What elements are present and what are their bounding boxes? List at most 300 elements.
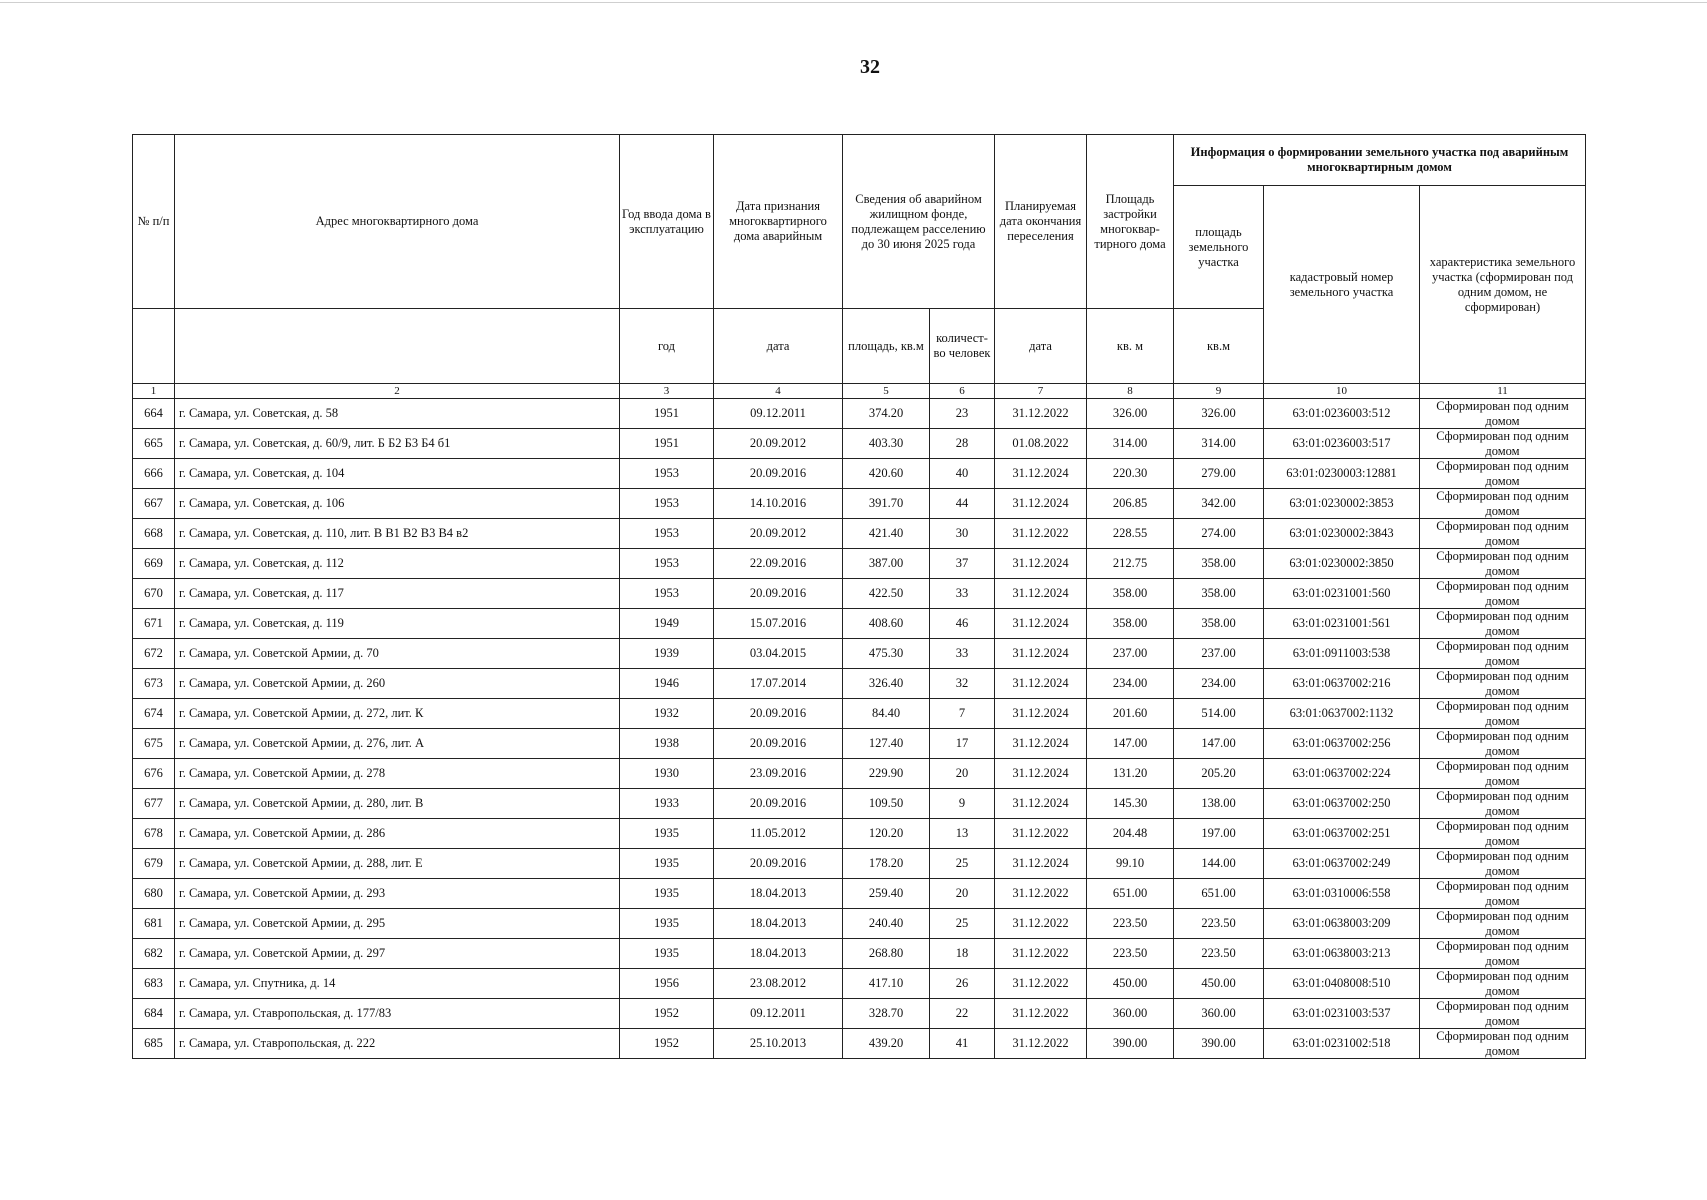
cadastral-number-cell: 63:01:0230002:3843 [1264, 519, 1420, 549]
row-number: 664 [133, 399, 175, 429]
address-cell: г. Самара, ул. Советской Армии, д. 295 [175, 909, 620, 939]
row-number: 681 [133, 909, 175, 939]
cadastral-number-cell: 63:01:0637002:1132 [1264, 699, 1420, 729]
planned-date-cell: 31.12.2024 [995, 639, 1087, 669]
land-status-cell [1420, 429, 1586, 459]
land-area-cell: 205.20 [1174, 759, 1264, 789]
people-cell: 22 [930, 999, 995, 1029]
people-cell: 17 [930, 729, 995, 759]
header-num-empty [133, 309, 175, 384]
cadastral-number-cell: 63:01:0637002:256 [1264, 729, 1420, 759]
land-status-cell [1420, 609, 1586, 639]
column-number: 1 [133, 384, 175, 399]
recognition-date-cell: 14.10.2016 [714, 489, 843, 519]
building-area-cell: 358.00 [1087, 609, 1174, 639]
cadastral-number-cell: 63:01:0231002:518 [1264, 1029, 1420, 1059]
building-area-cell: 450.00 [1087, 969, 1174, 999]
recognition-date-cell: 20.09.2012 [714, 429, 843, 459]
recognition-date-cell: 18.04.2013 [714, 879, 843, 909]
address-cell: г. Самара, ул. Советской Армии, д. 286 [175, 819, 620, 849]
header-address: Адрес многоквартирного дома [175, 135, 620, 309]
land-status-cell [1420, 939, 1586, 969]
planned-date-cell: 31.12.2022 [995, 819, 1087, 849]
land-status-cell [1420, 639, 1586, 669]
row-number: 669 [133, 549, 175, 579]
building-area-cell: 234.00 [1087, 669, 1174, 699]
land-area-cell: 197.00 [1174, 819, 1264, 849]
column-number: 8 [1087, 384, 1174, 399]
building-area-cell: 223.50 [1087, 939, 1174, 969]
people-cell: 37 [930, 549, 995, 579]
land-area-cell: 514.00 [1174, 699, 1264, 729]
year-cell: 1935 [620, 909, 714, 939]
area-cell: 387.00 [843, 549, 930, 579]
table-row [133, 969, 1586, 999]
area-cell: 420.60 [843, 459, 930, 489]
planned-date-cell: 31.12.2024 [995, 609, 1087, 639]
land-status-text: Сформирован под одним домом [1436, 459, 1569, 488]
building-area-cell: 147.00 [1087, 729, 1174, 759]
year-cell: 1956 [620, 969, 714, 999]
table-row [133, 759, 1586, 789]
year-cell: 1952 [620, 1029, 714, 1059]
address-cell: г. Самара, ул. Советская, д. 119 [175, 609, 620, 639]
planned-date-cell: 31.12.2024 [995, 729, 1087, 759]
header-land-status: характеристика земельного участка (сформирован под одним домом, не сформирован) [1420, 186, 1586, 384]
land-status-cell [1420, 549, 1586, 579]
area-cell: 120.20 [843, 819, 930, 849]
recognition-date-cell: 17.07.2014 [714, 669, 843, 699]
header-address-empty [175, 309, 620, 384]
table-row [133, 519, 1586, 549]
table-row [133, 879, 1586, 909]
land-status-text: Сформирован под одним домом [1436, 999, 1569, 1028]
land-status-text: Сформирован под одним домом [1436, 669, 1569, 698]
planned-date-cell: 31.12.2024 [995, 699, 1087, 729]
recognition-date-cell: 03.04.2015 [714, 639, 843, 669]
cadastral-number-cell: 63:01:0230002:3850 [1264, 549, 1420, 579]
area-cell: 422.50 [843, 579, 930, 609]
header-unit-people: количест-во человек [930, 309, 995, 384]
year-cell: 1953 [620, 549, 714, 579]
people-cell: 25 [930, 909, 995, 939]
year-cell: 1951 [620, 399, 714, 429]
table-row [133, 669, 1586, 699]
header-recognition-date: Дата признания многоквартирного дома аварийным [714, 135, 843, 309]
cadastral-number-cell: 63:01:0637002:249 [1264, 849, 1420, 879]
land-status-cell [1420, 579, 1586, 609]
people-cell: 25 [930, 849, 995, 879]
header-year-built: Год ввода дома в эксплуатацию [620, 135, 714, 309]
cadastral-number-cell: 63:01:0230002:3853 [1264, 489, 1420, 519]
row-number: 678 [133, 819, 175, 849]
year-cell: 1952 [620, 999, 714, 1029]
column-number: 2 [175, 384, 620, 399]
table-row [133, 609, 1586, 639]
land-status-cell [1420, 909, 1586, 939]
building-area-cell: 131.20 [1087, 759, 1174, 789]
people-cell: 18 [930, 939, 995, 969]
year-cell: 1953 [620, 579, 714, 609]
area-cell: 408.60 [843, 609, 930, 639]
address-cell: г. Самара, ул. Советская, д. 106 [175, 489, 620, 519]
land-area-cell: 279.00 [1174, 459, 1264, 489]
row-number: 671 [133, 609, 175, 639]
planned-date-cell: 31.12.2024 [995, 849, 1087, 879]
land-status-cell [1420, 519, 1586, 549]
row-number: 679 [133, 849, 175, 879]
cadastral-number-cell: 63:01:0310006:558 [1264, 879, 1420, 909]
planned-date-cell: 31.12.2022 [995, 969, 1087, 999]
header-land-group: Информация о формировании земельного участка под аварийным многоквартирным домом [1174, 135, 1586, 186]
land-status-cell [1420, 399, 1586, 429]
address-cell: г. Самара, ул. Советской Армии, д. 280, лит. В [175, 789, 620, 819]
address-cell: г. Самара, ул. Советская, д. 60/9, лит. Б Б2 Б3 Б4 б1 [175, 429, 620, 459]
address-cell: г. Самара, ул. Советская, д. 117 [175, 579, 620, 609]
row-number: 684 [133, 999, 175, 1029]
people-cell: 33 [930, 579, 995, 609]
land-area-cell: 138.00 [1174, 789, 1264, 819]
address-cell: г. Самара, ул. Советской Армии, д. 272, лит. К [175, 699, 620, 729]
column-number: 6 [930, 384, 995, 399]
emergency-housing-table [132, 134, 1586, 1059]
address-cell: г. Самара, ул. Советской Армии, д. 70 [175, 639, 620, 669]
recognition-date-cell: 20.09.2016 [714, 459, 843, 489]
people-cell: 30 [930, 519, 995, 549]
land-status-text: Сформирован под одним домом [1436, 639, 1569, 668]
land-status-cell [1420, 489, 1586, 519]
area-cell: 439.20 [843, 1029, 930, 1059]
table-row [133, 459, 1586, 489]
people-cell: 20 [930, 759, 995, 789]
cadastral-number-cell: 63:01:0408008:510 [1264, 969, 1420, 999]
land-status-text: Сформирован под одним домом [1436, 399, 1569, 428]
table-row [133, 939, 1586, 969]
table-row [133, 1029, 1586, 1059]
column-number: 10 [1264, 384, 1420, 399]
land-status-text: Сформирован под одним домом [1436, 909, 1569, 938]
row-number: 666 [133, 459, 175, 489]
land-status-text: Сформирован под одним домом [1436, 939, 1569, 968]
people-cell: 32 [930, 669, 995, 699]
land-status-cell [1420, 879, 1586, 909]
planned-date-cell: 31.12.2024 [995, 669, 1087, 699]
land-status-text: Сформирован под одним домом [1436, 429, 1569, 458]
land-status-cell [1420, 819, 1586, 849]
address-cell: г. Самара, ул. Советская, д. 112 [175, 549, 620, 579]
planned-date-cell: 31.12.2022 [995, 1029, 1087, 1059]
cadastral-number-cell: 63:01:0231001:561 [1264, 609, 1420, 639]
recognition-date-cell: 20.09.2016 [714, 849, 843, 879]
planned-date-cell: 31.12.2024 [995, 579, 1087, 609]
cadastral-number-cell: 63:01:0230003:12881 [1264, 459, 1420, 489]
year-cell: 1953 [620, 489, 714, 519]
people-cell: 23 [930, 399, 995, 429]
table-body [133, 399, 1586, 1059]
header-unit-sqm: кв. м [1087, 309, 1174, 384]
address-cell: г. Самара, ул. Ставропольская, д. 222 [175, 1029, 620, 1059]
year-cell: 1953 [620, 459, 714, 489]
planned-date-cell: 01.08.2022 [995, 429, 1087, 459]
row-number: 667 [133, 489, 175, 519]
land-area-cell: 326.00 [1174, 399, 1264, 429]
year-cell: 1949 [620, 609, 714, 639]
recognition-date-cell: 09.12.2011 [714, 399, 843, 429]
people-cell: 40 [930, 459, 995, 489]
table-row [133, 489, 1586, 519]
cadastral-number-cell: 63:01:0637002:224 [1264, 759, 1420, 789]
planned-date-cell: 31.12.2024 [995, 549, 1087, 579]
table-row [133, 399, 1586, 429]
people-cell: 20 [930, 879, 995, 909]
header-unit-year: год [620, 309, 714, 384]
land-status-cell [1420, 459, 1586, 489]
building-area-cell: 651.00 [1087, 879, 1174, 909]
row-number: 668 [133, 519, 175, 549]
header-unit-area: площадь, кв.м [843, 309, 930, 384]
area-cell: 229.90 [843, 759, 930, 789]
table-row [133, 549, 1586, 579]
land-status-text: Сформирован под одним домом [1436, 819, 1569, 848]
land-status-cell [1420, 669, 1586, 699]
year-cell: 1930 [620, 759, 714, 789]
planned-date-cell: 31.12.2024 [995, 489, 1087, 519]
planned-date-cell: 31.12.2022 [995, 879, 1087, 909]
header-cadastral: кадастровый номер земельного участка [1264, 186, 1420, 384]
land-status-text: Сформирован под одним домом [1436, 759, 1569, 788]
land-area-cell: 450.00 [1174, 969, 1264, 999]
land-area-cell: 358.00 [1174, 579, 1264, 609]
land-status-text: Сформирован под одним домом [1436, 519, 1569, 548]
header-unit-date: дата [714, 309, 843, 384]
column-number: 7 [995, 384, 1087, 399]
planned-date-cell: 31.12.2024 [995, 789, 1087, 819]
people-cell: 26 [930, 969, 995, 999]
table-row [133, 729, 1586, 759]
header-building-area: Площадь застройки многоквар-тирного дома [1087, 135, 1174, 309]
area-cell: 178.20 [843, 849, 930, 879]
land-status-text: Сформирован под одним домом [1436, 879, 1569, 908]
people-cell: 44 [930, 489, 995, 519]
table-row [133, 429, 1586, 459]
row-number: 685 [133, 1029, 175, 1059]
recognition-date-cell: 20.09.2016 [714, 579, 843, 609]
land-status-text: Сформирован под одним домом [1436, 579, 1569, 608]
land-area-cell: 223.50 [1174, 909, 1264, 939]
cadastral-number-cell: 63:01:0231003:537 [1264, 999, 1420, 1029]
year-cell: 1953 [620, 519, 714, 549]
planned-date-cell: 31.12.2022 [995, 399, 1087, 429]
land-status-text: Сформирован под одним домом [1436, 549, 1569, 578]
area-cell: 421.40 [843, 519, 930, 549]
recognition-date-cell: 20.09.2016 [714, 789, 843, 819]
building-area-cell: 99.10 [1087, 849, 1174, 879]
land-area-cell: 147.00 [1174, 729, 1264, 759]
header-fund-info: Сведения об аварийном жилищном фонде, подлежащем расселению до 30 июня 2025 года [843, 135, 995, 309]
header-planned-date: Планируемая дата окончания переселения [995, 135, 1087, 309]
land-area-cell: 314.00 [1174, 429, 1264, 459]
recognition-date-cell: 20.09.2012 [714, 519, 843, 549]
land-area-cell: 144.00 [1174, 849, 1264, 879]
header-unit-date2: дата [995, 309, 1087, 384]
people-cell: 28 [930, 429, 995, 459]
cadastral-number-cell: 63:01:0637002:251 [1264, 819, 1420, 849]
land-area-cell: 651.00 [1174, 879, 1264, 909]
land-status-text: Сформирован под одним домом [1436, 489, 1569, 518]
header-land-area: площадь земельного участка [1174, 186, 1264, 309]
area-cell: 417.10 [843, 969, 930, 999]
column-number: 9 [1174, 384, 1264, 399]
area-cell: 268.80 [843, 939, 930, 969]
area-cell: 403.30 [843, 429, 930, 459]
planned-date-cell: 31.12.2024 [995, 759, 1087, 789]
recognition-date-cell: 23.09.2016 [714, 759, 843, 789]
planned-date-cell: 31.12.2022 [995, 519, 1087, 549]
land-status-text: Сформирован под одним домом [1436, 729, 1569, 758]
recognition-date-cell: 09.12.2011 [714, 999, 843, 1029]
land-status-text: Сформирован под одним домом [1436, 699, 1569, 728]
recognition-date-cell: 20.09.2016 [714, 729, 843, 759]
building-area-cell: 228.55 [1087, 519, 1174, 549]
column-number: 5 [843, 384, 930, 399]
land-area-cell: 358.00 [1174, 549, 1264, 579]
land-area-cell: 342.00 [1174, 489, 1264, 519]
year-cell: 1935 [620, 819, 714, 849]
area-cell: 328.70 [843, 999, 930, 1029]
recognition-date-cell: 22.09.2016 [714, 549, 843, 579]
address-cell: г. Самара, ул. Советской Армии, д. 293 [175, 879, 620, 909]
table-row [133, 909, 1586, 939]
column-number: 4 [714, 384, 843, 399]
cadastral-number-cell: 63:01:0638003:213 [1264, 939, 1420, 969]
recognition-date-cell: 18.04.2013 [714, 939, 843, 969]
building-area-cell: 390.00 [1087, 1029, 1174, 1059]
land-status-cell [1420, 999, 1586, 1029]
table-row [133, 579, 1586, 609]
building-area-cell: 206.85 [1087, 489, 1174, 519]
table-row [133, 789, 1586, 819]
people-cell: 7 [930, 699, 995, 729]
row-number: 665 [133, 429, 175, 459]
address-cell: г. Самара, ул. Советской Армии, д. 288, лит. Е [175, 849, 620, 879]
cadastral-number-cell: 63:01:0637002:250 [1264, 789, 1420, 819]
people-cell: 41 [930, 1029, 995, 1059]
address-cell: г. Самара, ул. Спутника, д. 14 [175, 969, 620, 999]
recognition-date-cell: 23.08.2012 [714, 969, 843, 999]
year-cell: 1935 [620, 879, 714, 909]
cadastral-number-cell: 63:01:0231001:560 [1264, 579, 1420, 609]
cadastral-number-cell: 63:01:0637002:216 [1264, 669, 1420, 699]
year-cell: 1933 [620, 789, 714, 819]
area-cell: 127.40 [843, 729, 930, 759]
recognition-date-cell: 18.04.2013 [714, 909, 843, 939]
recognition-date-cell: 15.07.2016 [714, 609, 843, 639]
year-cell: 1951 [620, 429, 714, 459]
address-cell: г. Самара, ул. Советской Армии, д. 260 [175, 669, 620, 699]
building-area-cell: 326.00 [1087, 399, 1174, 429]
land-status-cell [1420, 969, 1586, 999]
column-number: 11 [1420, 384, 1586, 399]
address-cell: г. Самара, ул. Советская, д. 104 [175, 459, 620, 489]
building-area-cell: 204.48 [1087, 819, 1174, 849]
building-area-cell: 237.00 [1087, 639, 1174, 669]
area-cell: 259.40 [843, 879, 930, 909]
table-row [133, 849, 1586, 879]
row-number: 670 [133, 579, 175, 609]
column-number-row [133, 384, 1586, 399]
address-cell: г. Самара, ул. Советской Армии, д. 276, лит. А [175, 729, 620, 759]
row-number: 674 [133, 699, 175, 729]
table-row [133, 999, 1586, 1029]
building-area-cell: 201.60 [1087, 699, 1174, 729]
row-number: 677 [133, 789, 175, 819]
row-number: 673 [133, 669, 175, 699]
building-area-cell: 360.00 [1087, 999, 1174, 1029]
page-number: 32 [860, 56, 880, 78]
land-status-text: Сформирован под одним домом [1436, 609, 1569, 638]
header-unit-land-sqm: кв.м [1174, 309, 1264, 384]
row-number: 680 [133, 879, 175, 909]
land-status-cell [1420, 759, 1586, 789]
land-area-cell: 358.00 [1174, 609, 1264, 639]
cadastral-number-cell: 63:01:0638003:209 [1264, 909, 1420, 939]
address-cell: г. Самара, ул. Советская, д. 110, лит. В В1 В2 В3 В4 в2 [175, 519, 620, 549]
land-area-cell: 360.00 [1174, 999, 1264, 1029]
land-status-text: Сформирован под одним домом [1436, 849, 1569, 878]
row-number: 683 [133, 969, 175, 999]
building-area-cell: 314.00 [1087, 429, 1174, 459]
cadastral-number-cell: 63:01:0911003:538 [1264, 639, 1420, 669]
land-status-cell [1420, 729, 1586, 759]
address-cell: г. Самара, ул. Советской Армии, д. 278 [175, 759, 620, 789]
people-cell: 9 [930, 789, 995, 819]
planned-date-cell: 31.12.2024 [995, 459, 1087, 489]
land-status-text: Сформирован под одним домом [1436, 969, 1569, 998]
table-row [133, 699, 1586, 729]
table-row [133, 639, 1586, 669]
people-cell: 46 [930, 609, 995, 639]
area-cell: 109.50 [843, 789, 930, 819]
area-cell: 391.70 [843, 489, 930, 519]
year-cell: 1946 [620, 669, 714, 699]
area-cell: 240.40 [843, 909, 930, 939]
year-cell: 1939 [620, 639, 714, 669]
land-area-cell: 274.00 [1174, 519, 1264, 549]
row-number: 682 [133, 939, 175, 969]
building-area-cell: 223.50 [1087, 909, 1174, 939]
land-status-cell [1420, 1029, 1586, 1059]
table-row [133, 819, 1586, 849]
planned-date-cell: 31.12.2022 [995, 909, 1087, 939]
address-cell: г. Самара, ул. Советской Армии, д. 297 [175, 939, 620, 969]
building-area-cell: 145.30 [1087, 789, 1174, 819]
land-status-text: Сформирован под одним домом [1436, 789, 1569, 818]
year-cell: 1938 [620, 729, 714, 759]
area-cell: 374.20 [843, 399, 930, 429]
year-cell: 1935 [620, 849, 714, 879]
land-status-text: Сформирован под одним домом [1436, 1029, 1569, 1058]
people-cell: 13 [930, 819, 995, 849]
address-cell: г. Самара, ул. Ставропольская, д. 177/83 [175, 999, 620, 1029]
column-number: 3 [620, 384, 714, 399]
address-cell: г. Самара, ул. Советская, д. 58 [175, 399, 620, 429]
land-area-cell: 237.00 [1174, 639, 1264, 669]
area-cell: 475.30 [843, 639, 930, 669]
building-area-cell: 220.30 [1087, 459, 1174, 489]
scan-top-rule [0, 2, 1707, 3]
land-status-cell [1420, 699, 1586, 729]
land-area-cell: 390.00 [1174, 1029, 1264, 1059]
